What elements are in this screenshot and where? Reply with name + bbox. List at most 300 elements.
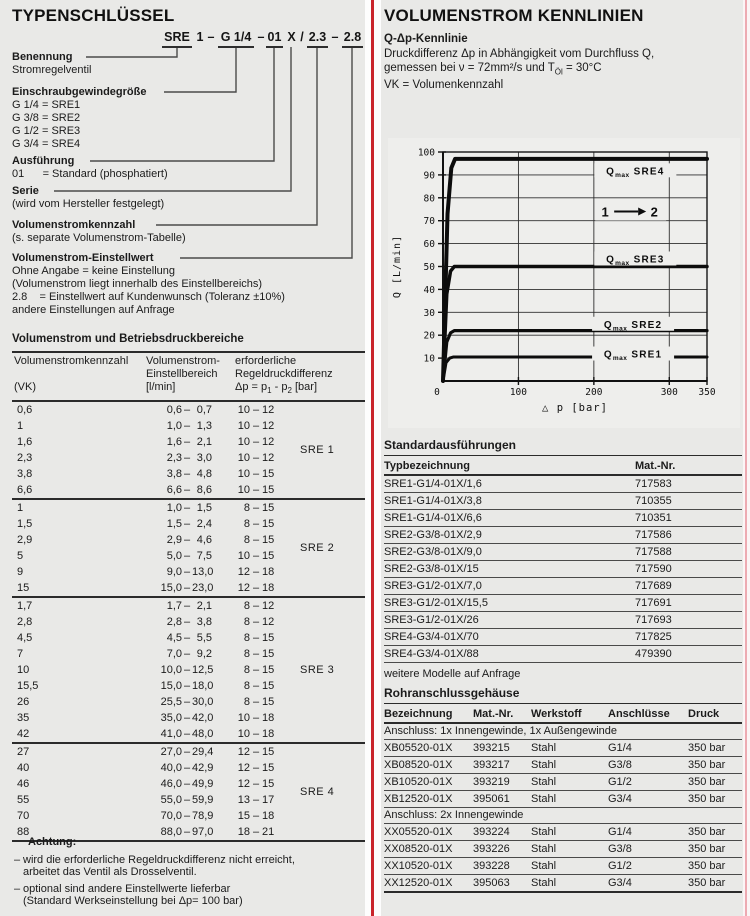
cell-dp-to: 12 bbox=[262, 616, 275, 629]
cell-vk: 46 bbox=[17, 778, 30, 791]
legend-line: Stromregelventil bbox=[12, 63, 92, 76]
cell-range-dash: – bbox=[183, 436, 191, 449]
cell-range-from: 10,0 bbox=[160, 664, 182, 677]
curve-label-sre2: $Q_{max}$ SRE2 bbox=[603, 319, 663, 333]
cell-range-to: 18,0 bbox=[192, 680, 214, 693]
cell-range-from: 40,0 bbox=[160, 762, 182, 775]
table-row bbox=[12, 614, 365, 630]
cell-dp-dash: – bbox=[252, 826, 260, 839]
cell-range-to: 2,1 bbox=[196, 600, 212, 613]
cell-matnr: 393228 bbox=[473, 860, 510, 872]
cell-dp-from: 10 bbox=[237, 728, 250, 741]
cell-range-dash: – bbox=[183, 762, 191, 775]
legend-line: andere Einstellungen auf Anfrage bbox=[12, 303, 175, 316]
cell-druck: 350 bar bbox=[688, 742, 726, 754]
legend-entry bbox=[12, 51, 91, 77]
cell-matnr: 393226 bbox=[473, 843, 510, 855]
flow-table-header bbox=[12, 351, 365, 402]
cell-werkstoff: Stahl bbox=[531, 826, 557, 838]
cell-type: SRE3-G1/2-01X/7,0 bbox=[384, 580, 482, 592]
cell-vk: 40 bbox=[17, 762, 30, 775]
code-segment: 2.8 bbox=[342, 30, 363, 48]
cell-dp-from: 12 bbox=[237, 582, 250, 595]
qdp-desc-line1: Druckdifferenz Δp in Abhängigkeit vom Durchfluss Q, bbox=[384, 48, 655, 60]
cell-dp-from: 12 bbox=[237, 762, 250, 775]
cell-range-to: 7,5 bbox=[196, 550, 212, 563]
table-row bbox=[12, 726, 365, 742]
standard-models-table bbox=[384, 438, 742, 680]
code-segment: – bbox=[257, 30, 265, 44]
table-row bbox=[384, 875, 742, 893]
std-table-title: Standardausführungen bbox=[384, 438, 742, 456]
cell-dp-to: 15 bbox=[262, 468, 275, 481]
cell-dp-from: 10 bbox=[237, 420, 250, 433]
cell-dp-to: 15 bbox=[262, 680, 275, 693]
cell-dp-to: 15 bbox=[262, 484, 275, 497]
cell-dp-to: 15 bbox=[262, 696, 275, 709]
cell-range-dash: – bbox=[183, 794, 191, 807]
cell-matnr: 717691 bbox=[635, 597, 672, 609]
cell-dp-to: 15 bbox=[262, 502, 275, 515]
table-row bbox=[384, 824, 742, 841]
cell-vk: 70 bbox=[17, 810, 30, 823]
cell-werkstoff: Stahl bbox=[531, 843, 557, 855]
cell-matnr: 393219 bbox=[473, 776, 510, 788]
cell-range-from: 2,8 bbox=[166, 616, 182, 629]
cell-range-dash: – bbox=[183, 550, 191, 563]
cell-dp-from: 8 bbox=[243, 600, 250, 613]
cell-matnr: 710355 bbox=[635, 495, 672, 507]
y-tick-label: 60 bbox=[423, 239, 435, 251]
legend-entry bbox=[12, 185, 164, 211]
cell-dp-to: 18 bbox=[262, 712, 275, 725]
table-row bbox=[12, 678, 365, 694]
cell-dp-from: 15 bbox=[237, 810, 250, 823]
cell-bezeichnung: XB08520-01X bbox=[384, 759, 453, 771]
legend-line: (wird vom Hersteller festgelegt) bbox=[12, 197, 165, 210]
cell-matnr: 393215 bbox=[473, 742, 510, 754]
x-tick-label: 300 bbox=[660, 387, 678, 398]
cell-dp-dash: – bbox=[252, 616, 260, 629]
cell-range-from: 2,9 bbox=[166, 534, 182, 547]
cell-dp-to: 15 bbox=[262, 778, 275, 791]
cell-anschluss: G1/2 bbox=[608, 860, 632, 872]
cell-vk: 6,6 bbox=[17, 484, 33, 497]
cell-anschluss: G1/2 bbox=[608, 776, 632, 788]
cell-range-from: 88,0 bbox=[160, 826, 182, 839]
cell-dp-from: 10 bbox=[237, 452, 250, 465]
note-dash: – bbox=[14, 882, 21, 895]
table-row bbox=[12, 466, 365, 482]
cell-vk: 0,6 bbox=[17, 404, 33, 417]
cell-dp-to: 15 bbox=[262, 518, 275, 531]
cell-dp-dash: – bbox=[252, 794, 260, 807]
flow-group bbox=[12, 598, 365, 744]
cell-dp-from: 10 bbox=[237, 484, 250, 497]
cell-matnr: 717693 bbox=[635, 614, 672, 626]
cell-dp-to: 18 bbox=[262, 728, 275, 741]
cell-range-to: 3,0 bbox=[196, 452, 212, 465]
cell-matnr: 479390 bbox=[635, 648, 672, 660]
cell-dp-dash: – bbox=[252, 746, 260, 759]
cell-range-to: 12,5 bbox=[192, 664, 214, 677]
table-row bbox=[384, 757, 742, 774]
table-row bbox=[12, 418, 365, 434]
table-row bbox=[384, 476, 742, 493]
cell-dp-from: 12 bbox=[237, 778, 250, 791]
cell-dp-to: 18 bbox=[262, 582, 275, 595]
cell-dp-to: 15 bbox=[262, 534, 275, 547]
cell-range-from: 1,0 bbox=[166, 502, 182, 515]
cell-matnr: 710351 bbox=[635, 512, 672, 524]
code-segment: SRE bbox=[162, 30, 192, 48]
cell-vk: 15,5 bbox=[17, 680, 39, 693]
legend-label: Einschraubgewindegröße bbox=[12, 86, 147, 98]
cell-druck: 350 bar bbox=[688, 793, 726, 805]
flow-table-title: Volumenstrom und Betriebsdruckbereiche bbox=[12, 333, 244, 345]
qdp-desc-line2: gemessen bei ν = 72mm²/s und $T_{Öl} = 30^\circ C$ bbox=[384, 62, 602, 77]
x-axis-label: △ p [bar] bbox=[542, 402, 608, 414]
table-row bbox=[12, 580, 365, 596]
housing-table-body bbox=[384, 724, 742, 893]
cell-dp-from: 18 bbox=[237, 826, 250, 839]
cell-anschluss: G3/4 bbox=[608, 877, 632, 889]
cell-vk: 1,7 bbox=[17, 600, 33, 613]
cell-vk: 2,3 bbox=[17, 452, 33, 465]
cell-range-to: 3,8 bbox=[196, 616, 212, 629]
legend-entry bbox=[12, 86, 146, 151]
table-row bbox=[384, 527, 742, 544]
cell-dp-dash: – bbox=[252, 810, 260, 823]
table-row bbox=[384, 841, 742, 858]
cell-dp-to: 15 bbox=[262, 664, 275, 677]
cell-range-dash: – bbox=[183, 778, 191, 791]
cell-dp-dash: – bbox=[252, 762, 260, 775]
cell-range-dash: – bbox=[183, 632, 191, 645]
cell-range-from: 27,0 bbox=[160, 746, 182, 759]
cell-druck: 350 bar bbox=[688, 843, 726, 855]
legend-label: Benennung bbox=[12, 51, 73, 63]
x-tick-label: 100 bbox=[509, 387, 528, 398]
legend-label: Ausführung bbox=[12, 155, 75, 167]
cell-range-from: 35,0 bbox=[160, 712, 182, 725]
cell-range-dash: – bbox=[183, 404, 191, 417]
cell-dp-to: 17 bbox=[262, 794, 275, 807]
note-item bbox=[12, 883, 365, 908]
cell-range-to: 30,0 bbox=[192, 696, 214, 709]
cell-dp-from: 8 bbox=[243, 696, 250, 709]
cell-range-to: 1,5 bbox=[196, 502, 212, 515]
cell-vk: 2,9 bbox=[17, 534, 33, 547]
cell-type: SRE2-G3/8-01X/2,9 bbox=[384, 529, 482, 541]
cell-dp-dash: – bbox=[252, 550, 260, 563]
code-segment: – bbox=[207, 30, 215, 44]
cell-dp-dash: – bbox=[252, 728, 260, 741]
code-segment: – bbox=[331, 30, 339, 44]
table-row bbox=[12, 710, 365, 726]
cell-dp-from: 12 bbox=[237, 746, 250, 759]
x-tick-label: 200 bbox=[585, 387, 603, 398]
cell-vk: 3,8 bbox=[17, 468, 33, 481]
note-item bbox=[12, 854, 365, 879]
cell-dp-dash: – bbox=[252, 664, 260, 677]
connector-line bbox=[164, 47, 236, 92]
chart-background bbox=[388, 138, 740, 428]
achtung-items bbox=[12, 854, 365, 908]
cell-range-dash: – bbox=[183, 680, 191, 693]
cell-werkstoff: Stahl bbox=[531, 776, 557, 788]
cell-range-dash: – bbox=[183, 566, 191, 579]
cell-vk: 1,6 bbox=[17, 436, 33, 449]
achtung-notes bbox=[12, 836, 365, 908]
cell-range-from: 15,0 bbox=[160, 582, 182, 595]
type-key-diagram bbox=[12, 0, 365, 330]
cell-dp-dash: – bbox=[252, 680, 260, 693]
cell-range-dash: – bbox=[183, 468, 191, 481]
flow-table-body bbox=[12, 402, 365, 842]
cell-range-to: 4,8 bbox=[196, 468, 212, 481]
group-label: SRE 2 bbox=[300, 542, 335, 555]
legend-entry bbox=[12, 252, 285, 317]
code-segment: 1 bbox=[196, 30, 204, 44]
flow-group bbox=[12, 744, 365, 842]
section-label: Anschluss: 2x Innengewinde bbox=[384, 808, 742, 824]
cell-range-to: 0,7 bbox=[196, 404, 212, 417]
table-row bbox=[384, 740, 742, 757]
cell-vk: 15 bbox=[17, 582, 30, 595]
note-line: arbeitet das Ventil als Drosselventil. bbox=[23, 866, 197, 878]
cell-dp-from: 8 bbox=[243, 518, 250, 531]
section-label: Anschluss: 1x Innengewinde, 1x Außengewinde bbox=[384, 724, 742, 740]
cell-range-from: 25,5 bbox=[160, 696, 182, 709]
connector-line bbox=[180, 47, 352, 258]
cell-anschluss: G1/4 bbox=[608, 826, 632, 838]
cell-anschluss: G3/8 bbox=[608, 843, 632, 855]
typenschluessel-title: TYPENSCHLÜSSEL bbox=[12, 6, 175, 25]
cell-range-to: 9,2 bbox=[196, 648, 212, 661]
curve-label-sre3: $Q_{max}$ SRE3 bbox=[606, 254, 665, 267]
legend-label: Volumenstrom-Einstellwert bbox=[12, 252, 154, 264]
cell-druck: 350 bar bbox=[688, 877, 726, 889]
vk-definition: VK = Volumenkennzahl bbox=[384, 79, 504, 91]
y-tick-label: 10 bbox=[423, 353, 435, 365]
cell-dp-to: 15 bbox=[262, 762, 275, 775]
cell-matnr: 717590 bbox=[635, 563, 672, 575]
cell-range-from: 9,0 bbox=[166, 566, 182, 579]
table-row bbox=[384, 493, 742, 510]
cell-matnr: 717583 bbox=[635, 478, 672, 490]
legend-line: G 3/4 = SRE4 bbox=[12, 137, 81, 150]
cell-werkstoff: Stahl bbox=[531, 860, 557, 872]
cell-dp-from: 8 bbox=[243, 648, 250, 661]
cell-range-dash: – bbox=[183, 728, 191, 741]
cell-range-to: 1,3 bbox=[196, 420, 212, 433]
cell-dp-to: 12 bbox=[262, 404, 275, 417]
cell-range-from: 1,7 bbox=[166, 600, 182, 613]
y-axis-label: Q [L/min] bbox=[392, 234, 403, 299]
cell-range-to: 13,0 bbox=[192, 566, 214, 579]
cell-range-dash: – bbox=[183, 810, 191, 823]
std-table-body bbox=[384, 476, 742, 663]
edge-pink-line bbox=[745, 0, 747, 916]
cell-type: SRE1-G1/4-01X/3,8 bbox=[384, 495, 482, 507]
table-row bbox=[384, 774, 742, 791]
legend-entry bbox=[12, 219, 186, 245]
note-line: optional sind andere Einstellwerte lieferbar bbox=[23, 882, 231, 895]
cell-vk: 1,5 bbox=[17, 518, 33, 531]
table-row bbox=[12, 694, 365, 710]
cell-range-from: 2,3 bbox=[166, 452, 182, 465]
cell-range-dash: – bbox=[183, 582, 191, 595]
cell-dp-dash: – bbox=[252, 600, 260, 613]
cell-dp-to: 18 bbox=[262, 566, 275, 579]
code-segment: 01 bbox=[266, 30, 283, 48]
cell-range-to: 42,9 bbox=[192, 762, 214, 775]
housing-table bbox=[384, 686, 742, 893]
cell-bezeichnung: XB10520-01X bbox=[384, 776, 453, 788]
code-segment: / bbox=[300, 30, 304, 44]
group-label: SRE 1 bbox=[300, 444, 335, 457]
y-tick-label: 90 bbox=[423, 170, 435, 182]
cell-anschluss: G3/8 bbox=[608, 759, 632, 771]
header-col-dp: erforderliche Regeldruckdifferenz $\Delta p = p_1 - p_2$ [bar] bbox=[235, 355, 333, 396]
table-row bbox=[12, 598, 365, 614]
cell-bezeichnung: XX05520-01X bbox=[384, 826, 453, 838]
right-column bbox=[384, 0, 744, 916]
table-row bbox=[12, 500, 365, 516]
cell-range-from: 1,0 bbox=[166, 420, 182, 433]
cell-range-dash: – bbox=[183, 484, 191, 497]
cell-type: SRE3-G1/2-01X/15,5 bbox=[384, 597, 488, 609]
cell-dp-dash: – bbox=[252, 484, 260, 497]
legend-line: (Volumenstrom liegt innerhalb des Einstellbereichs) bbox=[12, 277, 263, 290]
cell-range-to: 59,9 bbox=[192, 794, 214, 807]
cell-range-dash: – bbox=[183, 712, 191, 725]
x-tick-label: 0 bbox=[434, 387, 440, 398]
cell-dp-from: 12 bbox=[237, 566, 250, 579]
cell-dp-from: 8 bbox=[243, 664, 250, 677]
cell-dp-from: 8 bbox=[243, 680, 250, 693]
cell-anschluss: G1/4 bbox=[608, 742, 632, 754]
cell-range-to: 42,0 bbox=[192, 712, 214, 725]
table-row bbox=[12, 646, 365, 662]
cell-dp-from: 8 bbox=[243, 534, 250, 547]
cell-dp-from: 8 bbox=[243, 616, 250, 629]
cell-matnr: 717689 bbox=[635, 580, 672, 592]
note-dash: – bbox=[14, 853, 21, 866]
legend-label: Volumenstromkennzahl bbox=[12, 219, 136, 231]
std-table-footer: weitere Modelle auf Anfrage bbox=[384, 668, 521, 680]
cell-dp-to: 12 bbox=[262, 436, 275, 449]
cell-druck: 350 bar bbox=[688, 759, 726, 771]
cell-type: SRE3-G1/2-01X/26 bbox=[384, 614, 479, 626]
legend-line: (s. separate Volumenstrom-Tabelle) bbox=[12, 231, 186, 244]
cell-dp-dash: – bbox=[252, 648, 260, 661]
connector-line bbox=[156, 47, 317, 225]
table-row bbox=[12, 402, 365, 418]
cell-type: SRE1-G1/4-01X/6,6 bbox=[384, 512, 482, 524]
column-divider bbox=[365, 0, 381, 916]
cell-range-dash: – bbox=[183, 826, 191, 839]
cell-bezeichnung: XB12520-01X bbox=[384, 793, 453, 805]
cell-dp-from: 10 bbox=[237, 404, 250, 417]
cell-range-dash: – bbox=[183, 746, 191, 759]
curve-label-sre1: $Q_{max}$ SRE1 bbox=[603, 349, 663, 363]
legend-line: 01 = Standard (phosphatiert) bbox=[12, 167, 168, 180]
cell-matnr: 393224 bbox=[473, 826, 510, 838]
cell-dp-from: 13 bbox=[237, 794, 250, 807]
table-row bbox=[384, 595, 742, 612]
code-segment: 2.3 bbox=[307, 30, 328, 48]
legend-line: G 1/4 = SRE1 bbox=[12, 98, 81, 111]
cell-range-from: 1,6 bbox=[166, 436, 182, 449]
cell-range-dash: – bbox=[183, 452, 191, 465]
table-row bbox=[12, 808, 365, 824]
cell-dp-from: 10 bbox=[237, 550, 250, 563]
cell-dp-dash: – bbox=[252, 566, 260, 579]
cell-dp-from: 10 bbox=[237, 468, 250, 481]
cell-range-dash: – bbox=[183, 534, 191, 547]
cell-dp-from: 10 bbox=[237, 436, 250, 449]
cell-range-dash: – bbox=[183, 420, 191, 433]
table-row bbox=[12, 630, 365, 646]
cell-dp-to: 15 bbox=[262, 746, 275, 759]
cell-werkstoff: Stahl bbox=[531, 793, 557, 805]
cell-vk: 4,5 bbox=[17, 632, 33, 645]
cell-range-dash: – bbox=[183, 518, 191, 531]
achtung-title: Achtung: bbox=[28, 836, 77, 848]
cell-range-from: 1,5 bbox=[166, 518, 182, 531]
table-row bbox=[384, 510, 742, 527]
std-table-header: Typbezeichnung Mat.-Nr. bbox=[384, 458, 742, 476]
cell-range-dash: – bbox=[183, 696, 191, 709]
cell-range-from: 4,5 bbox=[166, 632, 182, 645]
table-row bbox=[384, 544, 742, 561]
qdp-subtitle: Q-Δp-Kennlinie bbox=[384, 33, 468, 45]
code-segment: G 1/4 bbox=[218, 30, 254, 48]
cell-range-dash: – bbox=[183, 502, 191, 515]
legend-line: G 3/8 = SRE2 bbox=[12, 111, 81, 124]
cell-vk: 9 bbox=[17, 566, 24, 579]
flow-pressure-table bbox=[12, 333, 365, 842]
y-tick-label: 70 bbox=[423, 216, 435, 228]
cell-dp-dash: – bbox=[252, 436, 260, 449]
table-row bbox=[384, 561, 742, 578]
cell-dp-dash: – bbox=[252, 778, 260, 791]
cell-range-to: 29,4 bbox=[192, 746, 214, 759]
cell-dp-to: 12 bbox=[262, 600, 275, 613]
cell-vk: 2,8 bbox=[17, 616, 33, 629]
cell-matnr: 717586 bbox=[635, 529, 672, 541]
cell-range-dash: – bbox=[183, 616, 191, 629]
cell-vk: 27 bbox=[17, 746, 30, 759]
cell-dp-dash: – bbox=[252, 712, 260, 725]
cell-vk: 5 bbox=[17, 550, 24, 563]
y-tick-label: 30 bbox=[423, 307, 435, 319]
cell-vk: 10 bbox=[17, 664, 30, 677]
cell-range-to: 4,6 bbox=[196, 534, 212, 547]
cell-range-from: 41,0 bbox=[160, 728, 182, 741]
legend-line: Ohne Angabe = keine Einstellung bbox=[12, 264, 175, 277]
cell-range-to: 5,5 bbox=[196, 632, 212, 645]
cell-range-from: 70,0 bbox=[160, 810, 182, 823]
cell-vk: 7 bbox=[17, 648, 24, 661]
cell-range-from: 7,0 bbox=[166, 648, 182, 661]
group-label: SRE 4 bbox=[300, 786, 335, 799]
cell-vk: 55 bbox=[17, 794, 30, 807]
housing-table-title: Rohranschlussgehäuse bbox=[384, 686, 742, 704]
legend-label: Serie bbox=[12, 185, 39, 197]
